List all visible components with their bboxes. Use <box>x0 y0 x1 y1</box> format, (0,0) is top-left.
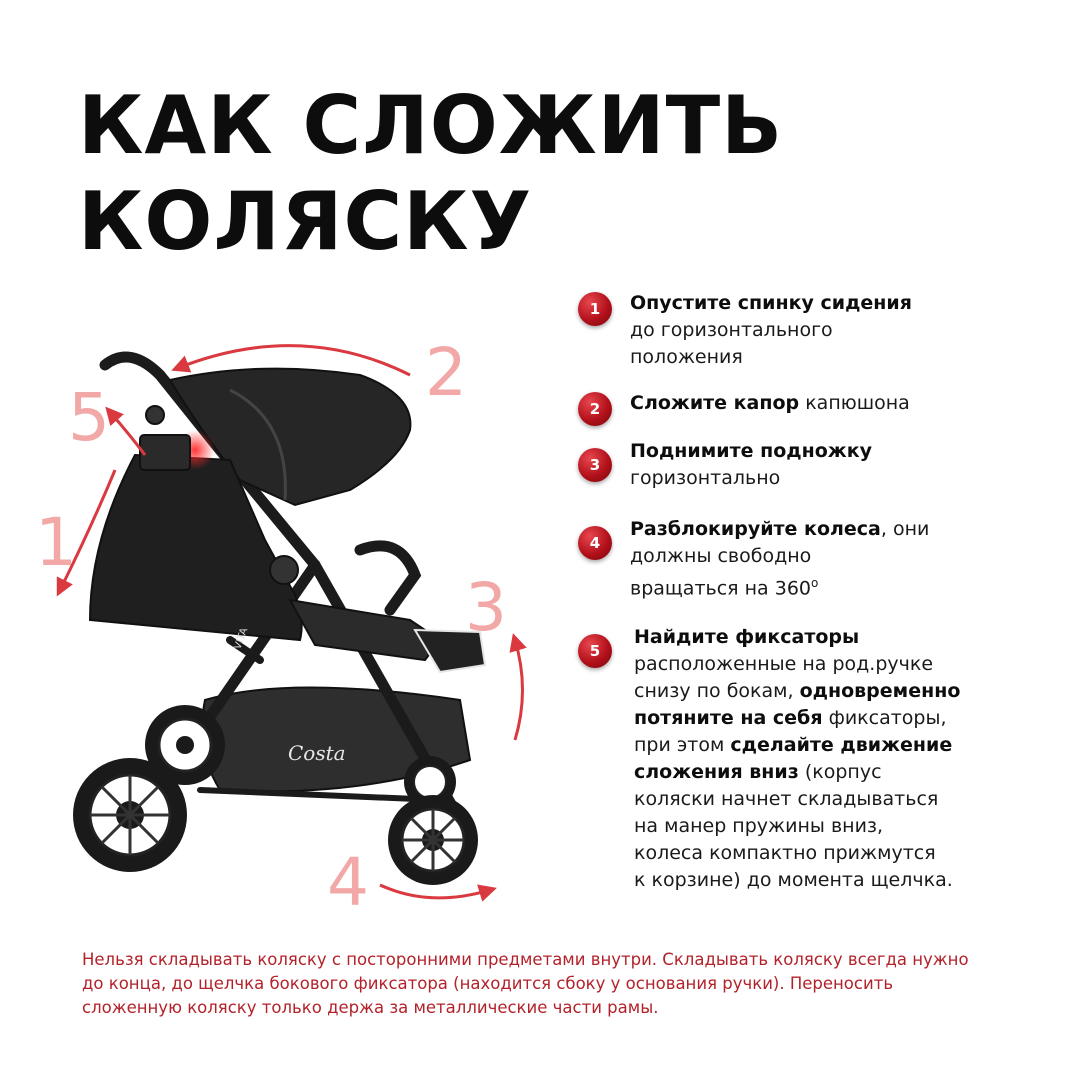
front-wheel-front <box>388 795 478 885</box>
step-2 <box>578 390 1000 426</box>
title-line-2: КОЛЯСКУ <box>78 175 533 268</box>
step-badge: 4 <box>578 526 612 560</box>
step-text: Разблокируйте колеса, они должны свободно вращаться на $360^о$ <box>630 518 930 600</box>
handle-lock <box>140 435 190 470</box>
page-title <box>78 78 783 270</box>
step-text: Поднимите подножку горизонтально <box>630 440 872 489</box>
step-badge: 3 <box>578 448 612 482</box>
title-line-1: КАК СЛОЖИТЬ <box>78 79 784 172</box>
marker-3: 3 <box>465 569 507 646</box>
marker-5: 5 <box>68 379 110 456</box>
arrow-4 <box>380 885 490 898</box>
brand-logo: Costa <box>288 741 346 765</box>
step-text: Найдите фиксаторы расположенные на род.ручке снизу по бокам, одновременно потяните на себя фиксаторы, при этом сделайте движение сложения вниз (корпус коляски начнет складываться на манер пружины вниз, колеса компактно прижмутся к корзине) до момента щелчка. <box>634 626 961 891</box>
model-label: VITA <box>232 626 251 652</box>
lock-knob <box>270 556 298 584</box>
arrow-3 <box>515 640 523 740</box>
step-badge: 5 <box>578 634 612 668</box>
marker-2: 2 <box>425 334 467 411</box>
step-1 <box>578 290 1000 371</box>
marker-1: 1 <box>35 504 77 581</box>
arrow-5 <box>110 412 145 455</box>
step-3 <box>578 438 1000 492</box>
stroller-illustration <box>30 320 550 920</box>
step-text: Опустите спинку сидения до горизонтального положения <box>630 292 912 368</box>
step-badge: 2 <box>578 392 612 426</box>
step-4 <box>578 516 1000 602</box>
rear-wheel-front <box>73 758 187 872</box>
step-text: Сложите капор капюшона <box>630 392 910 414</box>
marker-4: 4 <box>327 844 369 920</box>
step-5 <box>578 624 1004 894</box>
step-badge: 1 <box>578 292 612 326</box>
warning-note: Нельзя складывать коляску с посторонними предметами внутри. Складывать коляску всегда нужно до конца, до щелчка бокового фиксатора (находится сбоку у основания ручки). Переносить сложенную коляску только держа за металлические части рамы. <box>82 950 969 1017</box>
